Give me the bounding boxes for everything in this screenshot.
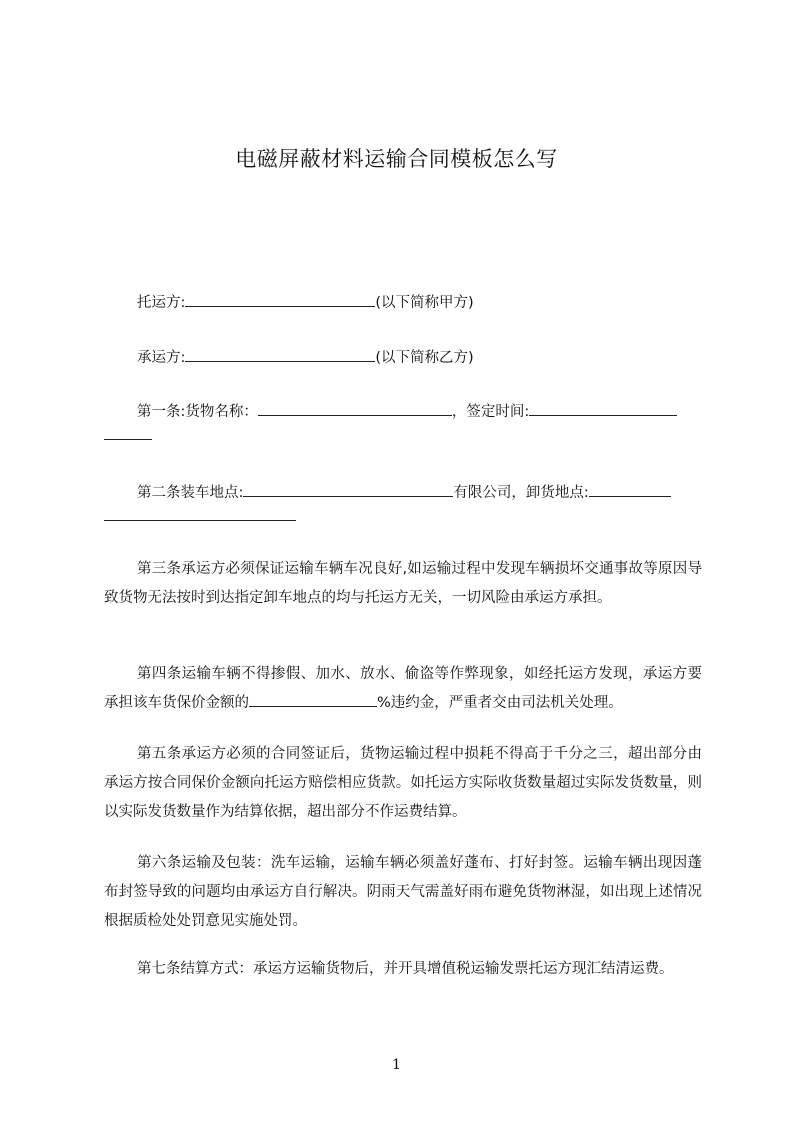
shipper-blank[interactable] xyxy=(185,292,375,307)
article-4 xyxy=(104,660,702,718)
sign-date-blank[interactable] xyxy=(529,401,677,416)
loading-place-blank[interactable] xyxy=(243,482,453,497)
article-4-text-before: 第四条运输车辆不得掺假、加水、放水、偷盗等作弊现象，如经托运方发现，承运方要承担该车货保价金额的 xyxy=(104,666,702,711)
unloading-place-blank-continued[interactable] xyxy=(104,506,296,521)
shipper-label: 托运方: xyxy=(137,295,186,311)
article-2-label: 第二条装车地点: xyxy=(137,485,244,501)
article-1-label: 第一条:货物名称： xyxy=(137,404,258,420)
article-6: 第六条运输及包装：洗车运输，运输车辆必须盖好蓬布、打好封签。运输车辆出现因蓬布封签导致的问题均由承运方自行解决。阴雨天气需盖好雨布避免货物淋湿，如出现上述情况根据质检处处罚意见实施处罚。 xyxy=(104,855,702,929)
article-4-text-after: %违约金，严重者交由司法机关处理。 xyxy=(377,695,623,711)
article-7: 第七条结算方式：承运方运输货物后，并开具增值税运输发票托运方现汇结清运费。 xyxy=(137,961,674,977)
page-number: 1 xyxy=(392,1057,401,1073)
article-3: 第三条承运方必须保证运输车辆车况良好,如运输过程中发现车辆损坏交通事故等原因导致货物无法按时到达指定卸车地点的均与托运方无关，一切风险由承运方承担。 xyxy=(104,561,702,606)
unloading-place-blank[interactable] xyxy=(589,482,671,497)
sign-date-blank-continued[interactable] xyxy=(104,425,152,440)
carrier-suffix: (以下简称乙方) xyxy=(375,350,474,366)
carrier-label: 承运方: xyxy=(137,350,186,366)
goods-name-blank[interactable] xyxy=(258,401,452,416)
article-5: 第五条承运方必须的合同签证后，货物运输过程中损耗不得高于千分之三，超出部分由承运方按合同保价金额向托运方赔偿相应货款。如托运方实际收货数量超过实际发货数量，则以实际发货数量作为结算依据，超出部分不作运费结算。 xyxy=(104,746,702,820)
carrier-blank[interactable] xyxy=(185,347,375,362)
article-2-mid: 有限公司，卸货地点: xyxy=(453,485,589,501)
document-title: 电磁屏蔽材料运输合同模板怎么写 xyxy=(235,147,558,171)
carrier-line xyxy=(137,346,737,367)
shipper-line xyxy=(137,291,737,312)
article-2-line xyxy=(137,481,737,502)
article-1-mid: ，签定时间: xyxy=(451,404,530,420)
shipper-suffix: (以下简称甲方) xyxy=(375,295,474,311)
article-1-line xyxy=(137,400,737,421)
penalty-percent-blank[interactable] xyxy=(249,692,377,707)
